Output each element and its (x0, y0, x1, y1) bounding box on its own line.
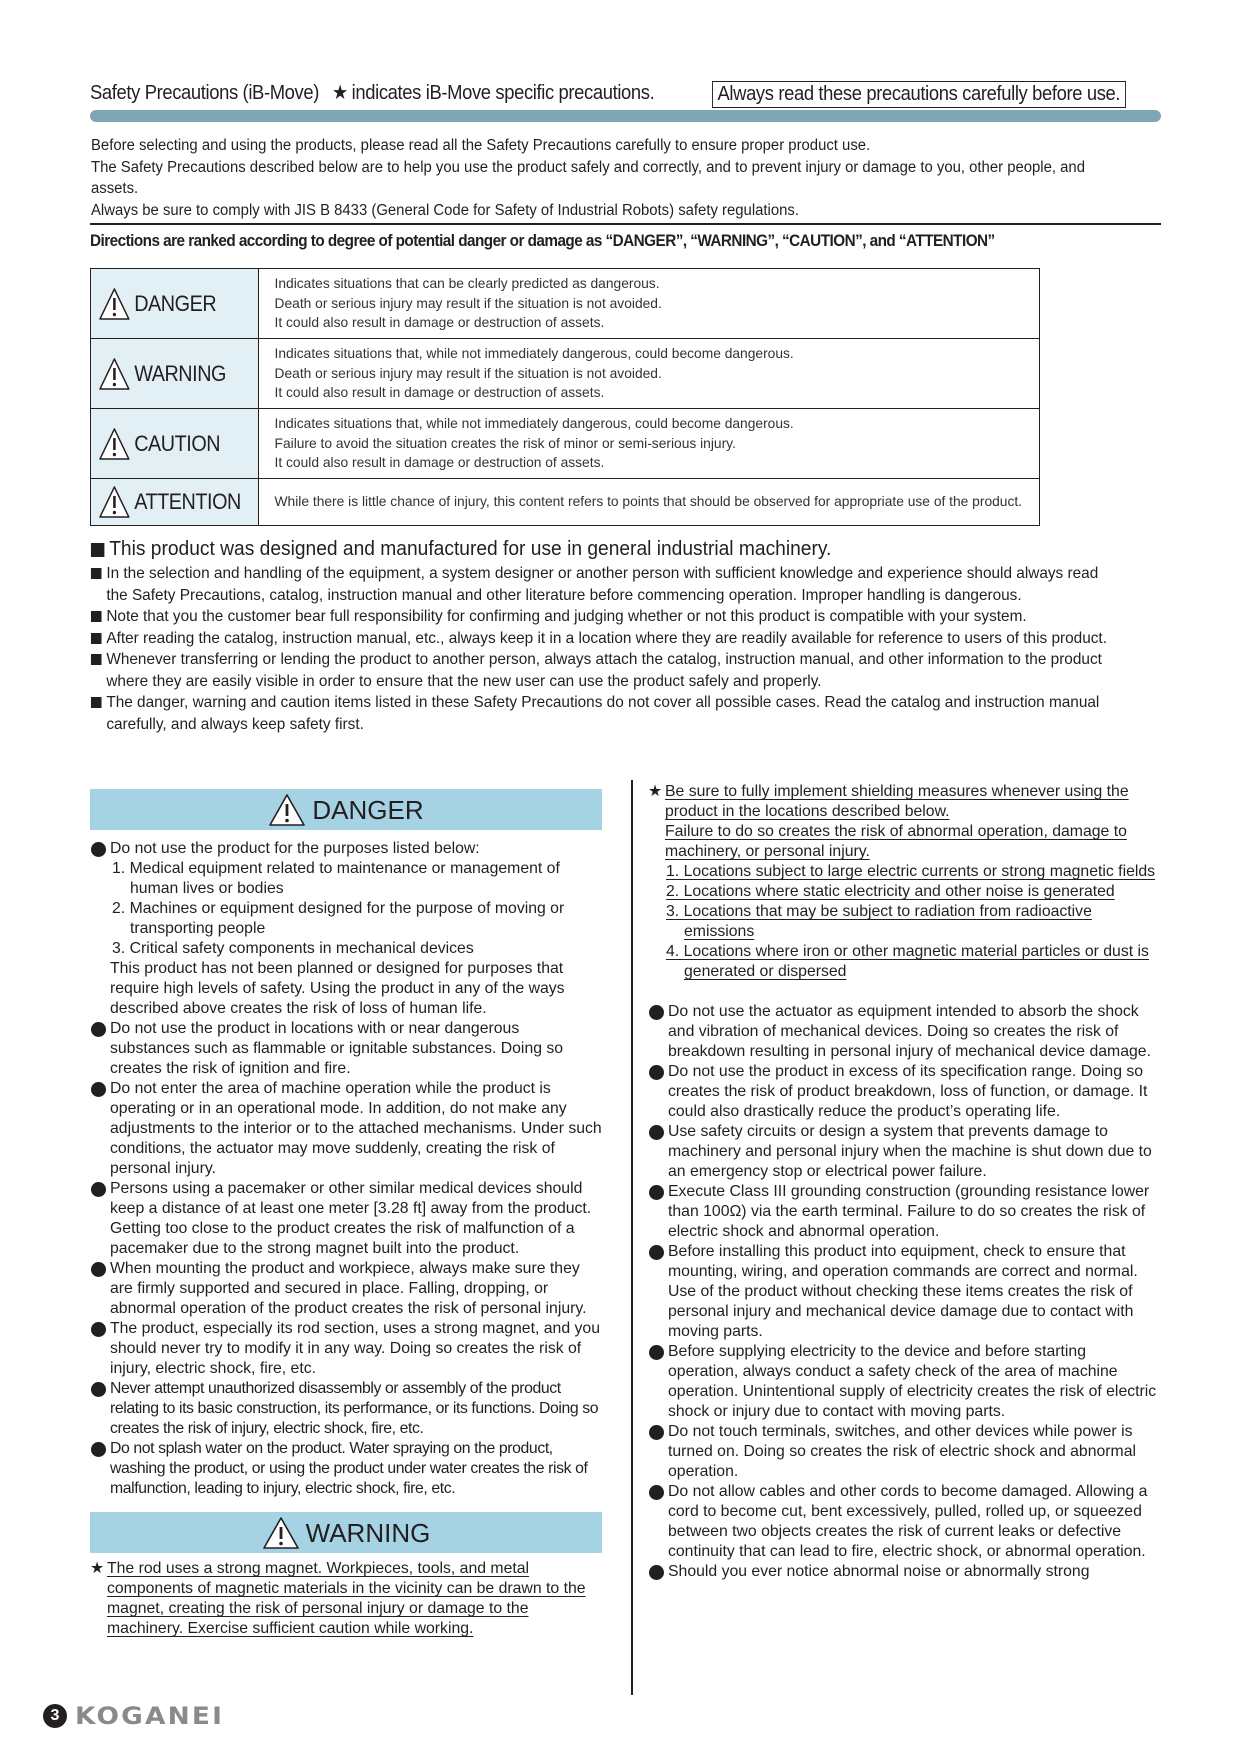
danger-item: Before installing this product into equipment, check to ensure that mounting, wiring, and operation commands are correct and normal. Use of the product without checking these items creates the risk of personal injury and mechanical device damage due to contact with moving parts. (648, 1242, 1160, 1342)
numbered-location (648, 902, 1160, 942)
danger-item: Execute Class III grounding construction (grounding resistance lower than 100Ω) via the earth terminal. Failure to do so creates the risk of electric shock and abnormal operation. (648, 1182, 1160, 1242)
brand-logo: KOGANEI (75, 1702, 225, 1730)
star-note: indicates iB-Move specific precautions. (351, 82, 655, 104)
intro-line: Before selecting and using the products, please read all the Safety Precautions carefully to ensure proper product use. (91, 137, 871, 154)
level-label-cell (91, 269, 259, 339)
danger-item: Do not allow cables and other cords to become damaged. Allowing a cord to become cut, bent excessively, pulled, rolled up, or squeezed between two objects creates the risk of current leaks or defective continuity that can lead to fire, electric shock, or abnormal operation. (648, 1482, 1160, 1562)
numbered-item: 2. Machines or equipment designed for the purpose of moving or transporting people (112, 900, 565, 937)
general-item: Note that you the customer bear full responsibility for confirming and judging whether or not this product is compatible with your system. (90, 606, 1122, 628)
danger-item: Before supplying electricity to the device and before starting operation, always conduct a safety check of the area of machine operation. Unintentional supply of electricity creates the risk of electric shock or injury due to contact with moving parts. (648, 1342, 1160, 1422)
general-item: The danger, warning and caution items listed in these Safety Precautions do not cover all possible cases. Read the catalog and instruction manual carefully, and always keep safety first. (90, 692, 1122, 735)
page-title: Safety Precautions (iB-Move) (90, 82, 319, 104)
warning-triangle-icon (98, 485, 130, 519)
warning-text: The rod uses a strong magnet. Workpieces, tools, and metal components of magnetic materials in the vicinity can be drawn to the magnet, creating the risk of personal injury or damage to the machinery. Exercise sufficient caution while working. (107, 1560, 586, 1637)
general-item: In the selection and handling of the equipment, a system designer or another person with sufficient knowledge and experience should always read the Safety Precautions, catalog, instruction manual and other literature before commencing operation. Improper handling is dangerous. (90, 563, 1122, 606)
table-row (91, 409, 1040, 479)
danger-item: Persons using a pacemaker or other similar medical devices should keep a distance of at least one meter [3.28 ft] away from the product. Getting too close to the product creates the risk of malfunction of a pacemaker due to the strong magnet built into the product. (90, 1179, 602, 1259)
table-row (91, 339, 1040, 409)
general-item: Whenever transferring or lending the product to another person, always attach the catalog, instruction manual, and other information to the product where they are easily visible in order to ensure that the new user can use the product safely and properly. (90, 649, 1122, 692)
level-label: CAUTION (134, 430, 221, 456)
table-row (91, 479, 1040, 526)
intro-line: Always be sure to comply with JIS B 8433 (General Code for Safety of Industrial Robots) safety regulations. (91, 201, 799, 219)
level-label-cell (91, 409, 259, 479)
numbered-item: 3. Critical safety components in mechanical devices (112, 940, 474, 957)
danger-note: This product has not been planned or designed for purposes that require high levels of safety. Using the product in any of the ways described above creates the risk of loss of human life. (110, 960, 565, 1017)
numbered-location (648, 862, 1160, 882)
level-label: ATTENTION (134, 489, 241, 514)
left-column (90, 789, 602, 1639)
numbered-location (648, 942, 1160, 982)
location-text: 2. Locations where static electricity and other noise is generated (666, 883, 1115, 900)
ib-move-shielding-item (648, 782, 1160, 822)
location-text: 4. Locations where iron or other magnetic material particles or dust is generated or dispersed (666, 943, 1149, 980)
description-line: Indicates situations that, while not immediately dangerous, could become dangerous. (274, 416, 794, 432)
description-line: Failure to avoid the situation creates the risk of minor or semi-serious injury. (274, 435, 736, 451)
column-divider (631, 780, 633, 1695)
level-label: WARNING (134, 360, 227, 386)
warning-triangle-icon (98, 287, 130, 321)
danger-item: Use safety circuits or design a system that prevents damage to machinery and personal injury when the machine is shut down due to an emergency stop or electrical power failure. (648, 1122, 1160, 1182)
ranking-heading: Directions are ranked according to degree of potential danger or damage as “DANGER”, “WARNING”, “CAUTION”, and “ATTENTION” (90, 231, 995, 250)
header-bar (90, 110, 1161, 122)
danger-item: Do not use the product in excess of its specification range. Doing so creates the risk of product breakdown, loss of function, or damage. It could also drastically reduce the product’s operating life. (648, 1062, 1160, 1122)
banner-title: DANGER (312, 794, 424, 825)
numbered-item: 1. Medical equipment related to maintenance or management of human lives or bodies (112, 860, 560, 897)
numbered-location (648, 882, 1160, 902)
location-text: 1. Locations subject to large electric currents or strong magnetic fields (666, 863, 1156, 880)
level-description (258, 269, 1039, 339)
description-line: It could also result in damage or destruction of assets. (274, 315, 605, 331)
intro-text (91, 135, 1118, 221)
general-lead: This product was designed and manufactured for use in general industrial machinery. (90, 536, 1122, 563)
hazard-levels-table (90, 268, 1040, 526)
description-line: Indicates situations that can be clearly predicted as dangerous. (274, 276, 660, 292)
right-column (648, 782, 1160, 1582)
description-line: Death or serious injury may result if the situation is not avoided. (274, 365, 662, 381)
page-header (90, 80, 654, 105)
danger-item: Do not splash water on the product. Water spraying on the product, washing the product, or using the product under water creates the risk of malfunction, leading to injury, electric shock, fire, etc. (90, 1439, 602, 1499)
description-line: It could also result in damage or destruction of assets. (274, 385, 605, 401)
warning-triangle-icon (98, 427, 130, 461)
danger-banner (90, 789, 602, 830)
ib-move-warning-item (90, 1559, 602, 1639)
table-row (91, 269, 1040, 339)
warning-triangle-icon (268, 793, 306, 827)
general-item: After reading the catalog, instruction manual, etc., always keep it in a location where they are readily available for reference to users of this product. (90, 628, 1122, 650)
star-icon: ★ (648, 783, 663, 800)
general-notes (90, 536, 1122, 735)
page-number: 3 (43, 1704, 67, 1728)
banner-title: WARNING (305, 1517, 431, 1548)
star-icon: ★ (331, 82, 349, 104)
shielding-consequence (648, 822, 1160, 862)
danger-item: When mounting the product and workpiece, always make sure they are firmly supported and secured in place. Falling, dropping, or abnormal operation of the product creates the risk of personal injury. (90, 1259, 602, 1319)
divider (90, 223, 1161, 225)
read-carefully-notice: Always read these precautions carefully before use. (712, 81, 1126, 108)
danger-item: Never attempt unauthorized disassembly or assembly of the product relating to its basic construction, its performance, or its functions. Doing so creates the risk of injury, electric shock, fire, etc. (90, 1379, 602, 1439)
location-text: 3. Locations that may be subject to radiation from radioactive emissions (666, 903, 1092, 940)
danger-item: Should you ever notice abnormal noise or abnormally strong (648, 1562, 1160, 1582)
consequence-text: Failure to do so creates the risk of abnormal operation, damage to machinery, or personal injury. (665, 823, 1127, 860)
level-description (258, 479, 1039, 526)
level-label-cell (91, 339, 259, 409)
description-line: While there is little chance of injury, this content refers to points that should be observed for appropriate use of the product. (274, 494, 1023, 510)
warning-triangle-icon (262, 1516, 300, 1550)
level-label-cell (91, 479, 259, 526)
description-line: It could also result in damage or destruction of assets. (274, 455, 605, 471)
danger-item: The product, especially its rod section, uses a strong magnet, and you should never try to modify it in any way. Doing so creates the risk of injury, electric shock, fire, etc. (90, 1319, 602, 1379)
intro-line: The Safety Precautions described below are to help you use the product safely and correctly, and to prevent injury or damage to you, other people, and assets. (91, 158, 1085, 197)
danger-item: Do not enter the area of machine operation while the product is operating or in an operational mode. In addition, do not make any adjustments to the interior or to the attached mechanisms. Under such conditions, the actuator may move suddenly, creating the risk of personal injury. (90, 1079, 602, 1179)
level-description (258, 339, 1039, 409)
danger-item: Do not touch terminals, switches, and other devices while power is turned on. Doing so creates the risk of electric shock and abnormal operation. (648, 1422, 1160, 1482)
star-icon: ★ (90, 1560, 105, 1577)
shielding-text: Be sure to fully implement shielding measures whenever using the product in the locations described below. (665, 783, 1129, 820)
description-line: Indicates situations that, while not immediately dangerous, could become dangerous. (274, 346, 794, 362)
level-label: DANGER (134, 290, 217, 316)
level-description (258, 409, 1039, 479)
warning-triangle-icon (98, 357, 130, 391)
danger-item: Do not use the product in locations with or near dangerous substances such as flammable or ignitable substances. Doing so creates the risk of ignition and fire. (90, 1019, 602, 1079)
warning-banner (90, 1512, 602, 1553)
danger-item: Do not use the product for the purposes listed below: (90, 839, 602, 859)
description-line: Death or serious injury may result if the situation is not avoided. (274, 295, 662, 311)
danger-item: Do not use the actuator as equipment intended to absorb the shock and vibration of mechanical devices. Doing so creates the risk of breakdown resulting in personal injury of mechanical device damage. (648, 1002, 1160, 1062)
